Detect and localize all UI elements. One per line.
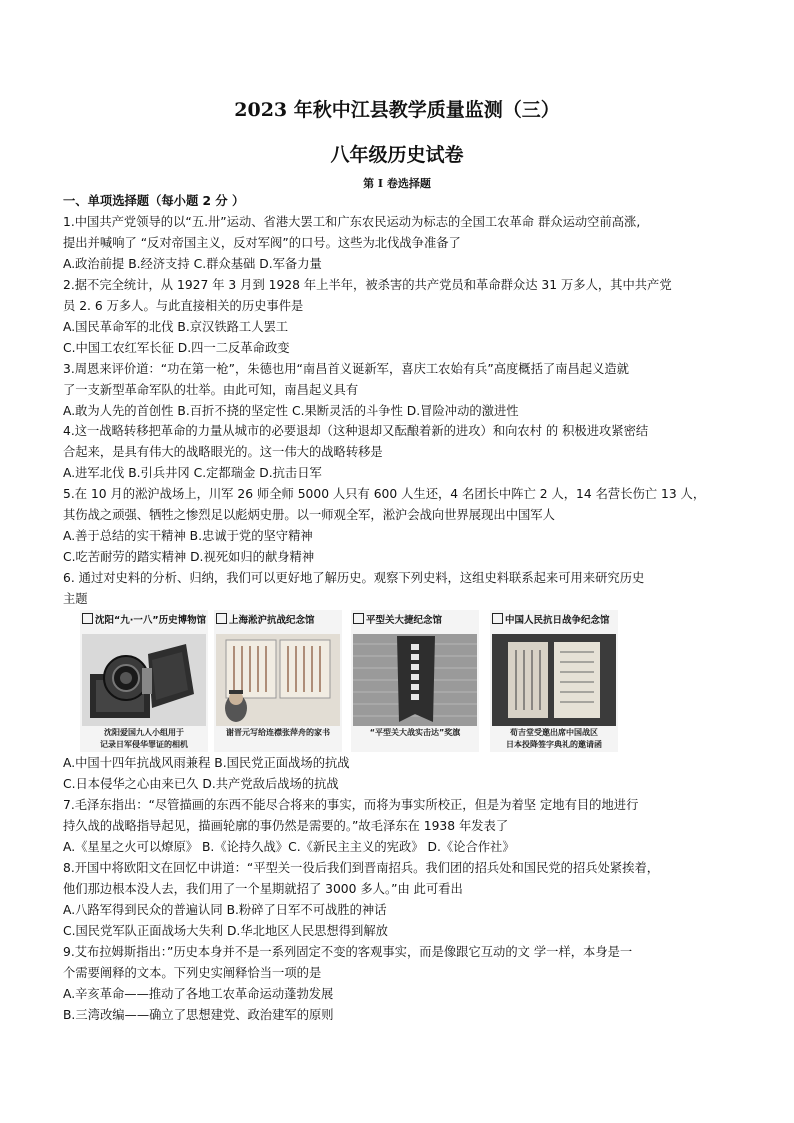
q8-options-1: A.八路军得到民众的普遍认同 B.粉碎了日军不可战胜的神话 [63, 903, 387, 917]
q2-options-1: A.国民革命军的北伐 B.京汉铁路工人罢工 [63, 320, 289, 334]
figure-banner [351, 610, 479, 752]
museum-flag-icon [216, 613, 227, 624]
q9-stem-line-2: 个需要阐释的文本。下列史实阐释恰当一项的是 [63, 966, 322, 980]
q8-stem-line-2: 他们那边根本没人去，我们用了一个星期就招了 3000 多人。”由 此可看出 [63, 882, 463, 896]
q9-options-1: A.辛亥革命——推动了各地工农革命运动蓬勃发展 [63, 987, 334, 1001]
q6-options-1: A.中国十四年抗战风雨兼程 B.国民党正面战场的抗战 [63, 756, 350, 770]
letter-photo [216, 634, 340, 726]
q2-stem-line-1: 2.据不完全统计，从 1927 年 3 月到 1928 年上半年，被杀害的共产党员和革命群众达 31 万多人，其中共产党 [63, 278, 672, 292]
q4-options: A.进军北伐 B.引兵井冈 C.定都瑞金 D.抗击日军 [63, 466, 322, 480]
figure-label: 平型关大捷纪念馆 [366, 615, 443, 626]
q5-options-1: A.善于总结的实干精神 B.忠诚于党的坚守精神 [63, 529, 313, 543]
q1-stem-line-1: 1.中国共产党领导的以“五.卅”运动、省港大罢工和广东农民运动为标志的全国工农革命 群众运动空前高涨, [63, 215, 641, 229]
figure-label: 上海淞沪抗战纪念馆 [229, 615, 315, 626]
q6-stem-line-2: 主题 [63, 592, 88, 606]
invitation-photo [492, 634, 616, 726]
figure-label: 中国人民抗日战争纪念馆 [505, 615, 610, 626]
figure-caption: 荀吉堂受邀出席中国战区 [510, 728, 598, 737]
exam-title: 2023 年秋中江县教学质量监测（三） [234, 99, 560, 121]
q9-stem-line-1: 9.艾布拉姆斯指出：”历史本身并不是一系列固定不变的客观事实，而是像跟它互动的文 学一样，本身是一 [63, 945, 633, 959]
banner-photo [353, 634, 477, 726]
q5-stem-line-1: 5.在 10 月的淞沪战场上，川军 26 师全师 5000 人只有 600 人生还，4 名团长中阵亡 2 人，14 名营长伤亡 13 人， [63, 487, 706, 501]
q7-stem-line-1: 7.毛泽东指出：“尽管描画的东西不能尽合将来的事实，而将为事实所校正，但是为着坚 定地有目的地进行 [63, 798, 639, 812]
q9-options-2: B.三湾改编——确立了思想建党、政治建军的原则 [63, 1008, 334, 1022]
q3-options: A.敢为人先的首创性 B.百折不挠的坚定性 C.果断灵活的斗争性 D.冒险冲动的激进性 [63, 404, 519, 418]
figure-label: 沈阳“九·一八”历史博物馆 [95, 615, 207, 626]
camera-photo [82, 634, 206, 726]
figure-caption: 日本投降签字典礼的邀请函 [506, 740, 602, 749]
q6-stem-line-1: 6. 通过对史料的分析、归纳，我们可以更好地了解历史。观察下列史料，这组史料联系起来可用来研究历史 [63, 571, 645, 585]
exam-subtitle: 八年级历史试卷 [330, 144, 464, 166]
q2-stem-line-2: 员 2. 6 万多人。与此直接相关的历史事件是 [63, 299, 304, 313]
q4-stem-line-2: 合起来，是具有伟大的战略眼光的。这一伟大的战略转移是 [63, 445, 383, 459]
volume-heading: 第 I 卷选择题 [363, 177, 431, 190]
figure-letter [214, 610, 342, 752]
figure-invitation [490, 610, 618, 752]
q7-options: A.《星星之火可以燎原》 B.《论持久战》C.《新民主主义的宪政》 D.《论合作社》 [63, 840, 515, 854]
q3-stem-line-2: 了一支新型革命军队的壮举。由此可知，南昌起义具有 [63, 383, 359, 397]
q1-options: A.政治前提 B.经济支持 C.群众基础 D.军备力量 [63, 257, 322, 271]
figure-caption: 记录日军侵华罪证的相机 [100, 740, 188, 749]
museum-flag-icon [82, 613, 93, 624]
figure-caption: “平型关大战实击达”奖旗 [369, 728, 461, 737]
q1-stem-line-2: 提出并喊响了 “反对帝国主义，反对军阀”的口号。这些为北伐战争准备了 [63, 236, 461, 250]
museum-flag-icon [492, 613, 503, 624]
figure-caption: 沈阳爱国九人小组用于 [104, 728, 184, 737]
figure-camera [80, 610, 208, 752]
q5-options-2: C.吃苦耐劳的踏实精神 D.视死如归的献身精神 [63, 550, 315, 564]
museum-flag-icon [353, 613, 364, 624]
q8-options-2: C.国民党军队正面战场大失利 D.华北地区人民思想得到解放 [63, 924, 388, 938]
q5-stem-line-2: 其伤战之顽强、牺牲之惨烈足以彪炳史册。以一师观全军，淞沪会战向世界展现出中国军人 [63, 508, 555, 522]
q3-stem-line-1: 3.周恩来评价道：“功在第一枪”，朱德也用“南昌首义诞新军，喜庆工农始有兵”高度概括了南昌起义造就 [63, 362, 629, 376]
q7-stem-line-2: 持久战的战略指导起见，描画轮廓的事仍然是需要的。”故毛泽东在 1938 年发表了 [63, 819, 509, 833]
q2-options-2: C.中国工农红军长征 D.四一二反革命政变 [63, 341, 290, 355]
q8-stem-line-1: 8.开国中将欧阳文在回忆中讲道：“平型关一役后我们到晋南招兵。我们团的招兵处和国民党的招兵处紧挨着， [63, 861, 660, 875]
q4-stem-line-1: 4.这一战略转移把革命的力量从城市的必要退却（这种退却又酝酿着新的进攻）和向农村 的 积极进攻紧密结 [63, 424, 649, 438]
section-heading: 一、单项选择题（每小题 2 分 ） [63, 194, 245, 208]
q6-options-2: C.日本侵华之心由来已久 D.共产党敌后战场的抗战 [63, 777, 339, 791]
figure-caption: 谢晋元写给连襟张萍舟的家书 [226, 728, 330, 737]
